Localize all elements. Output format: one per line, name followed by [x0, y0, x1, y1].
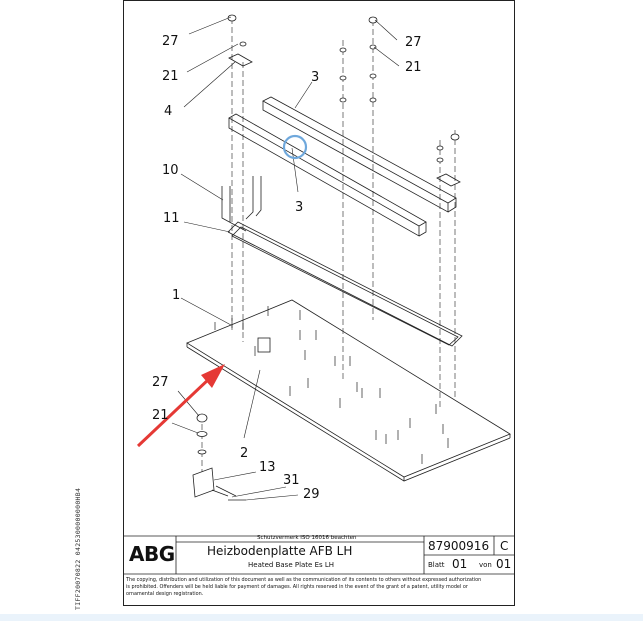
- sheet-number: 01: [452, 557, 468, 571]
- rail-back: [263, 97, 456, 203]
- callout-13: 13: [259, 460, 276, 475]
- revision-letter: C: [500, 539, 509, 553]
- copyright-line-1: The copying, distribution and utilization of this document as well as the communication of its contents to others without expressed authorization: [126, 577, 482, 583]
- callout-2: 2: [240, 446, 249, 461]
- copyright-line-3: ornamental design registration.: [126, 591, 204, 597]
- base-plate: [187, 300, 510, 477]
- rail-front: [229, 114, 426, 226]
- callout-1: 1: [172, 288, 181, 303]
- callout-10: 10: [162, 163, 179, 178]
- callout-21-top-right: 21: [405, 60, 422, 75]
- company-logo: ABG: [129, 542, 175, 566]
- title-english: Heated Base Plate Es LH: [248, 561, 335, 569]
- callout-27-top-right: 27: [405, 35, 422, 50]
- bracket-right: [437, 174, 460, 186]
- side-document-code: TIFF20070822 0425300000000HB4: [74, 487, 82, 610]
- callout-4: 4: [164, 104, 173, 119]
- heater-legs: [222, 176, 261, 231]
- callout-27-top-left: 27: [162, 34, 179, 49]
- callout-3-mid: 3: [295, 200, 304, 215]
- callout-21-top-left: 21: [162, 69, 179, 84]
- callout-11: 11: [163, 211, 180, 226]
- sheet-label: Blatt: [428, 561, 445, 569]
- protection-note: Schutzvermerk ISO 16016 beachten: [257, 535, 357, 541]
- callout-31: 31: [283, 473, 300, 488]
- callout-29: 29: [303, 487, 320, 502]
- copyright-line-2: is prohibited. Offenders will be held liable for payment of damages. All rights reserved in the event of the grant of a patent, utility model or: [126, 584, 468, 590]
- drawing-number: 87900916: [428, 539, 490, 553]
- title-german: Heizbodenplatte AFB LH: [207, 544, 353, 558]
- callout-27-bottom: 27: [152, 375, 169, 390]
- highlight-circle: [284, 136, 306, 158]
- sheet-total: 01: [496, 557, 512, 571]
- of-label: von: [479, 561, 492, 569]
- callout-3-top: 3: [311, 70, 320, 85]
- callout-21-bottom: 21: [152, 408, 169, 423]
- bottom-strip: [0, 614, 643, 621]
